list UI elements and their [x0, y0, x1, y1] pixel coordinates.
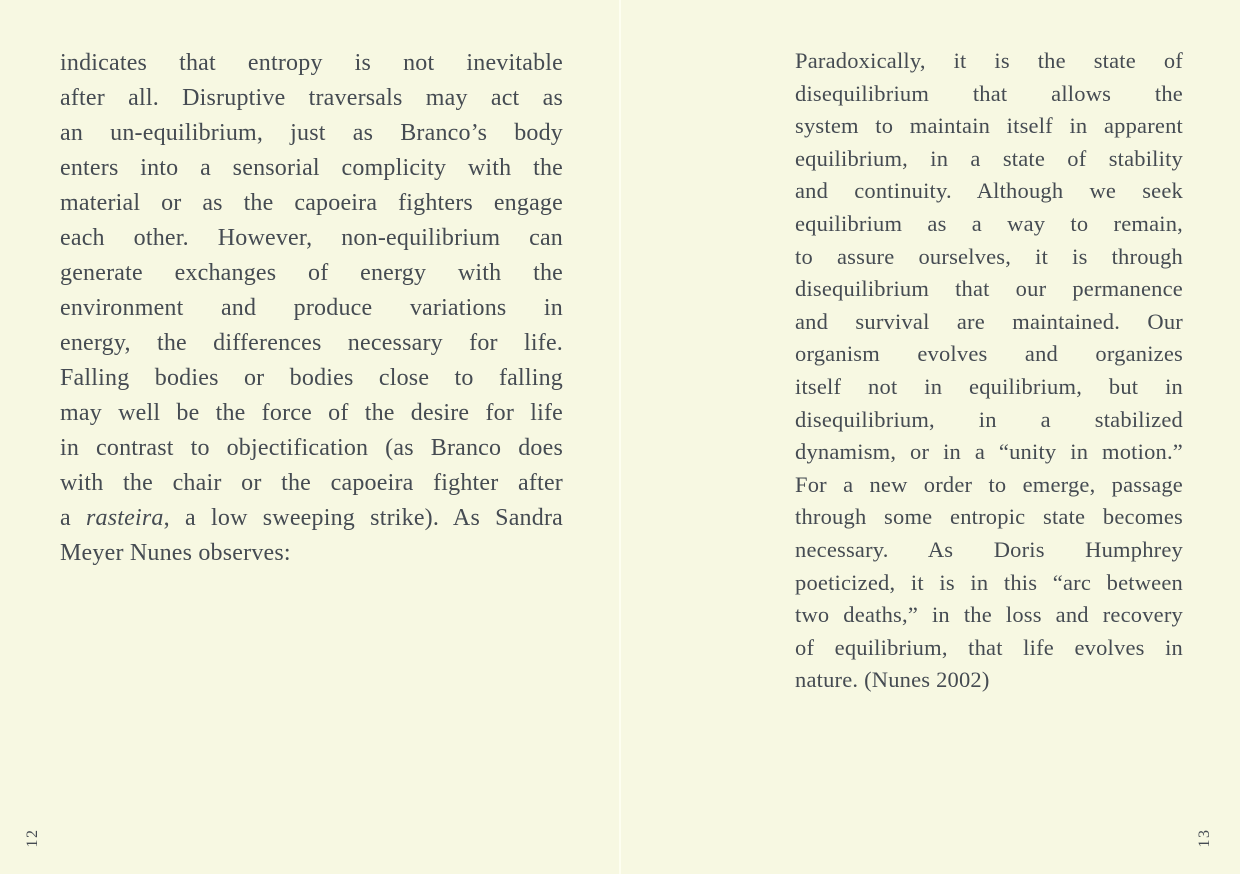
text-line: poeticized, it is in this “arc between: [795, 569, 1183, 595]
text-line: to assure ourselves, it is through: [795, 243, 1183, 269]
text-line: disequilibrium that allows the: [795, 80, 1183, 106]
text-line: Paradoxically, it is the state of: [795, 48, 1183, 73]
text-line: equilibrium, in a state of stability: [795, 145, 1183, 171]
text-line: equilibrium as a way to remain,: [795, 210, 1183, 236]
block-quote-text: [795, 45, 1183, 697]
text-line: Falling bodies or bodies close to falling: [60, 365, 563, 391]
text-line: environment and produce variations in: [60, 295, 563, 321]
text-line: indicates that entropy is not inevitable: [60, 50, 563, 76]
text-line: two deaths,” in the loss and recovery: [795, 602, 1183, 628]
text-line: may well be the force of the desire for life: [60, 400, 563, 426]
text-line: after all. Disruptive traversals may act as: [60, 85, 563, 111]
text-line: For a new order to emerge, passage: [795, 471, 1183, 497]
text-line: energy, the differences necessary for life.: [60, 330, 563, 356]
text-line: system to maintain itself in apparent: [795, 113, 1183, 139]
body-text: [60, 46, 563, 571]
text-line: dynamism, or in a “unity in motion.”: [795, 439, 1183, 465]
page-number: 12: [24, 828, 41, 848]
text-line: a rasteira, a low sweeping strike). As Sandra: [60, 505, 563, 531]
text-line: organism evolves and organizes: [795, 341, 1183, 367]
text-line: nature. (Nunes 2002): [795, 667, 990, 693]
text-line: necessary. As Doris Humphrey: [795, 536, 1183, 562]
text-line: through some entropic state becomes: [795, 504, 1183, 530]
text-line: material or as the capoeira fighters engage: [60, 190, 563, 216]
text-line: Meyer Nunes observes:: [60, 540, 291, 566]
text-line: with the chair or the capoeira fighter after: [60, 470, 563, 496]
text-line: of equilibrium, that life evolves in: [795, 634, 1183, 660]
text-line: an un-equilibrium, just as Branco’s body: [60, 120, 563, 146]
text-line: itself not in equilibrium, but in: [795, 373, 1183, 399]
text-line: enters into a sensorial complicity with the: [60, 155, 563, 181]
text-line: and survival are maintained. Our: [795, 308, 1183, 334]
text-line: disequilibrium that our permanence: [795, 276, 1183, 302]
text-line: and continuity. Although we seek: [795, 178, 1183, 204]
text-line: in contrast to objectification (as Branco does: [60, 435, 563, 461]
text-line: generate exchanges of energy with the: [60, 260, 563, 286]
text-line: disequilibrium, in a stabilized: [795, 406, 1183, 432]
page-number: 13: [1196, 828, 1213, 848]
text-line: each other. However, non-equilibrium can: [60, 225, 563, 251]
right-page: [620, 0, 1240, 874]
